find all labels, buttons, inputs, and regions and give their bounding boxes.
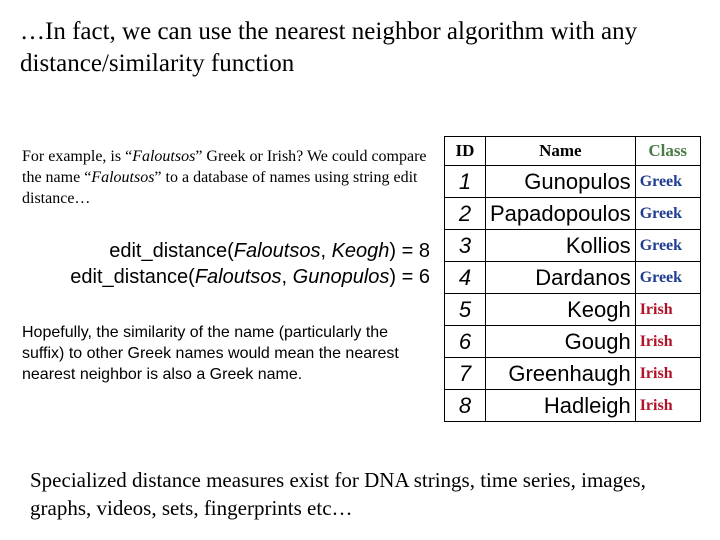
eq1-result: ) = 8 — [389, 240, 430, 262]
table-row — [445, 358, 701, 390]
row-id-cell: 7 — [445, 358, 486, 390]
eq2-func: edit_distance( — [70, 266, 195, 288]
eq2-arg-a: Faloutsos — [194, 266, 282, 288]
slide-title: …In fact, we can use the nearest neighbor algorithm with any distance/similarity function — [20, 18, 638, 77]
intro-text-before: For example, is “ — [22, 148, 133, 165]
row-name-cell: Papadopoulos — [486, 198, 636, 230]
row-id-cell: 5 — [445, 294, 486, 326]
row-name-cell: Gough — [486, 326, 636, 358]
intro-text-middle: ” Greek or Irish? We could compare the name “ — [22, 148, 427, 186]
row-id-cell: 2 — [445, 198, 486, 230]
intro-paragraph — [22, 146, 427, 209]
row-name-cell: Hadleigh — [486, 390, 636, 422]
table-row — [445, 390, 701, 422]
table-row — [445, 262, 701, 294]
row-id-cell: 8 — [445, 390, 486, 422]
table-row — [445, 326, 701, 358]
table-row — [445, 230, 701, 262]
header-name: Name — [486, 137, 636, 166]
row-class-cell: Irish — [635, 326, 700, 358]
hope-paragraph: Hopefully, the similarity of the name (particularly the suffix) to other Greek names would mean the nearest nearest neighbor is also a Greek name. — [22, 324, 399, 383]
row-name-cell: Greenhaugh — [486, 358, 636, 390]
row-name-cell: Kollios — [486, 230, 636, 262]
footer-text: Specialized distance measures exist for DNA strings, time series, images, graphs, videos, sets, fingerprints etc… — [30, 468, 646, 520]
eq1-func: edit_distance( — [109, 240, 234, 262]
row-name-cell: Keogh — [486, 294, 636, 326]
intro-text-after: ” to a database of names using string edit distance… — [22, 169, 418, 207]
eq2-sep: , — [281, 266, 293, 288]
header-class: Class — [635, 137, 700, 166]
row-class-cell: Irish — [635, 390, 700, 422]
row-class-cell: Greek — [635, 166, 700, 198]
intro-name-1: Faloutsos — [132, 148, 196, 165]
table-row — [445, 294, 701, 326]
header-id: ID — [445, 137, 486, 166]
eq2-result: ) = 6 — [389, 266, 430, 288]
row-id-cell: 1 — [445, 166, 486, 198]
row-class-cell: Irish — [635, 294, 700, 326]
row-class-cell: Greek — [635, 262, 700, 294]
eq1-sep: , — [320, 240, 332, 262]
row-id-cell: 3 — [445, 230, 486, 262]
equation-gunopulos — [70, 266, 430, 289]
table-row — [445, 198, 701, 230]
row-name-cell: Dardanos — [486, 262, 636, 294]
row-class-cell: Irish — [635, 358, 700, 390]
table-header-row — [445, 137, 701, 166]
row-id-cell: 4 — [445, 262, 486, 294]
eq1-arg-b: Keogh — [331, 240, 390, 262]
names-table — [444, 136, 701, 422]
eq2-arg-b: Gunopulos — [292, 266, 390, 288]
row-id-cell: 6 — [445, 326, 486, 358]
eq1-arg-a: Faloutsos — [233, 240, 321, 262]
table-row — [445, 166, 701, 198]
row-class-cell: Greek — [635, 230, 700, 262]
row-name-cell: Gunopulos — [486, 166, 636, 198]
equation-keogh — [109, 240, 430, 263]
intro-name-2: Faloutsos — [91, 169, 155, 186]
row-class-cell: Greek — [635, 198, 700, 230]
